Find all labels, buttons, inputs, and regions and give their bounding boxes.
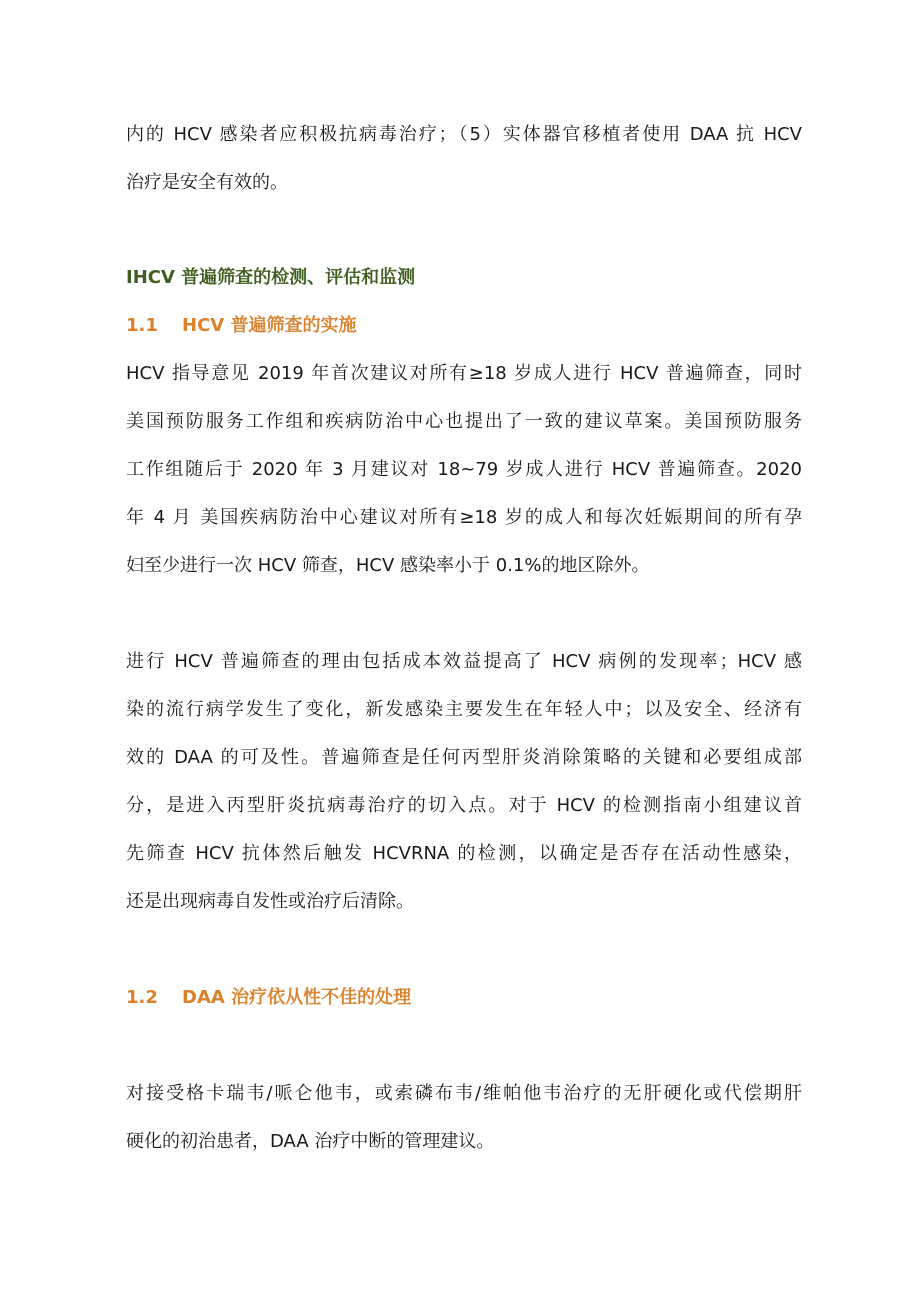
sub1-para2-line-6: 还是出现病毒自发性或治疗后清除。 [126,891,414,912]
subsection-1-2-number: 1.2 [126,987,158,1008]
sub1-para2-line-1: 进行 HCV 普遍筛查的理由包括成本效益提高了 HCV 病例的发现率；HCV 感 [126,651,802,672]
subsection-1-2-title: DAA 治疗依从性不佳的处理 [182,987,412,1008]
sub1-para1-line-2: 美国预防服务工作组和疾病防治中心也提出了一致的建议草案。美国预防服务 [126,411,802,432]
subsection-1-1-heading [126,314,356,338]
section-heading: IHCV 普遍筛查的检测、评估和监测 [126,267,416,288]
sub1-para1-line-4: 年 4 月 美国疾病防治中心建议对所有≥18 岁的成人和每次妊娠期间的所有孕 [126,507,802,528]
sub1-para2-line-4: 分，是进入丙型肝炎抗病毒治疗的切入点。对于 HCV 的检测指南小组建议首 [126,795,802,816]
subsection-1-1-number: 1.1 [126,315,158,336]
intro-line-2: 治疗是安全有效的。 [126,172,288,193]
sub1-para1-line-1: HCV 指导意见 2019 年首次建议对所有≥18 岁成人进行 HCV 普遍筛查，同时 [126,363,802,384]
sub1-para1-line-3: 工作组随后于 2020 年 3 月建议对 18~79 岁成人进行 HCV 普遍筛查。2020 [126,459,802,480]
sub1-para2-line-3: 效的 DAA 的可及性。普遍筛查是任何丙型肝炎消除策略的关键和必要组成部 [126,747,802,768]
sub2-para1-line-1: 对接受格卡瑞韦/哌仑他韦，或索磷布韦/维帕他韦治疗的无肝硬化或代偿期肝 [126,1083,802,1104]
sub1-para1-line-5: 妇至少进行一次 HCV 筛查，HCV 感染率小于 0.1%的地区除外。 [126,555,650,576]
subsection-1-2-heading [126,986,411,1010]
intro-line-1: 内的 HCV 感染者应积极抗病毒治疗；（5）实体器官移植者使用 DAA 抗 HCV [126,124,802,145]
sub2-para1-line-2: 硬化的初治患者，DAA 治疗中断的管理建议。 [126,1131,495,1152]
sub1-para2-line-5: 先筛查 HCV 抗体然后触发 HCVRNA 的检测，以确定是否存在活动性感染， [126,843,802,864]
subsection-1-1-title: HCV 普遍筛查的实施 [182,315,357,336]
sub1-para2-line-2: 染的流行病学发生了变化，新发感染主要发生在年轻人中；以及安全、经济有 [126,699,802,720]
